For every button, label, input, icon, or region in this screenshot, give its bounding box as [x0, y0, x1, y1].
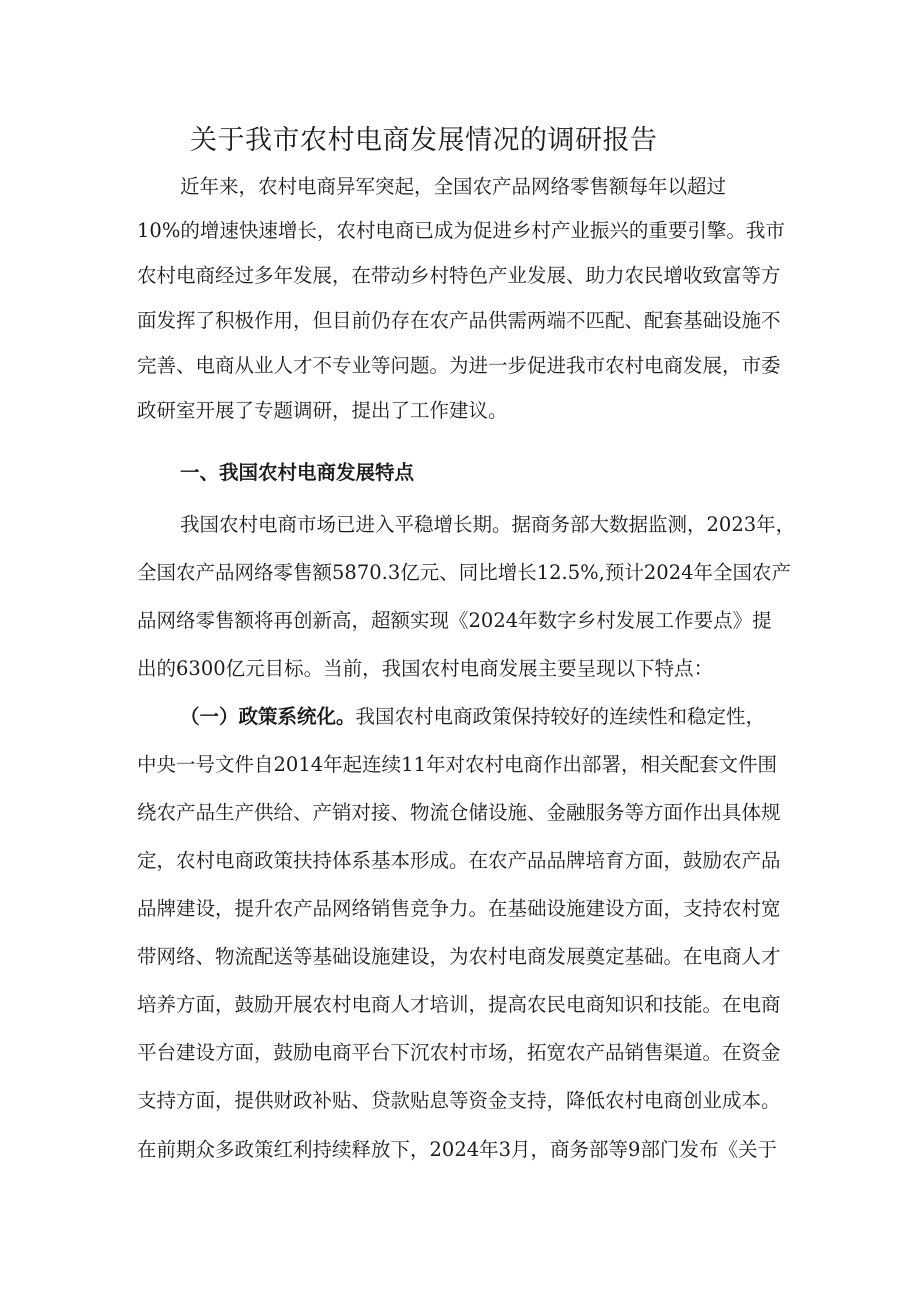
subsection-1-line-2: 中央一号文件自2014年起连续11年对农村电商作出部署，相关配套文件围: [137, 753, 777, 776]
subsection-1-line-4: 定，农村电商政策扶持体系基本形成。在农产品品牌培育方面，鼓励农产品: [137, 849, 781, 872]
section-1-line-3: 品网络零售额将再创新高，超额实现《2024年数字乡村发展工作要点》提: [137, 609, 772, 632]
subsection-1-first-line: [180, 704, 765, 730]
subsection-1-line-8: 平台建设方面，鼓励电商平台下沉农村市场，拓宽农产品销售渠道。在资金: [137, 1041, 781, 1064]
subsection-1-label: （一）政策系统化。: [180, 705, 356, 728]
intro-line-6: 政研室开展了专题调研，提出了工作建议。: [137, 399, 508, 422]
subsection-1-line-3: 绕农产品生产供给、产销对接、物流仓储设施、金融服务等方面作出具体规: [137, 801, 781, 824]
intro-line-1: 近年来，农村电商异军突起，全国农产品网络零售额每年以超过: [180, 175, 727, 198]
subsection-1-first-text: 我国农村电商政策保持较好的连续性和稳定性，: [355, 705, 766, 728]
section-1-line-1: 我国农村电商市场已进入平稳增长期。据商务部大数据监测，2023年，: [180, 513, 796, 536]
subsection-1-line-5: 品牌建设，提升农产品网络销售竞争力。在基础设施建设方面，支持农村宽: [137, 897, 781, 920]
intro-line-5: 完善、电商从业人才不专业等问题。为进一步促进我市农村电商发展，市委: [137, 354, 781, 377]
intro-line-2: 10%的增速快速增长，农村电商已成为促进乡村产业振兴的重要引擎。我市: [137, 219, 785, 242]
subsection-1-line-6: 带网络、物流配送等基础设施建设，为农村电商发展奠定基础。在电商人才: [137, 945, 781, 968]
section-1-heading: 一、我国农村电商发展特点: [180, 461, 415, 484]
intro-line-3: 农村电商经过多年发展，在带动乡村特色产业发展、助力农民增收致富等方: [137, 264, 781, 287]
document-title: 关于我市农村电商发展情况的调研报告: [190, 125, 658, 156]
subsection-1-line-7: 培养方面，鼓励开展农村电商人才培训，提高农民电商知识和技能。在电商: [137, 993, 781, 1016]
section-1-line-2: 全国农产品网络零售额5870.3亿元、同比增长12.5%,预计2024年全国农产: [137, 561, 792, 584]
section-1-line-4: 出的6300亿元目标。当前，我国农村电商发展主要呈现以下特点：: [137, 657, 714, 680]
subsection-1-line-10: 在前期众多政策红利持续释放下，2024年3月，商务部等9部门发布《关于: [137, 1138, 777, 1161]
intro-line-4: 面发挥了积极作用，但目前仍存在农产品供需两端不匹配、配套基础设施不: [137, 309, 781, 332]
subsection-1-line-9: 支持方面，提供财政补贴、贷款贴息等资金支持，降低农村电商创业成本。: [137, 1089, 781, 1112]
